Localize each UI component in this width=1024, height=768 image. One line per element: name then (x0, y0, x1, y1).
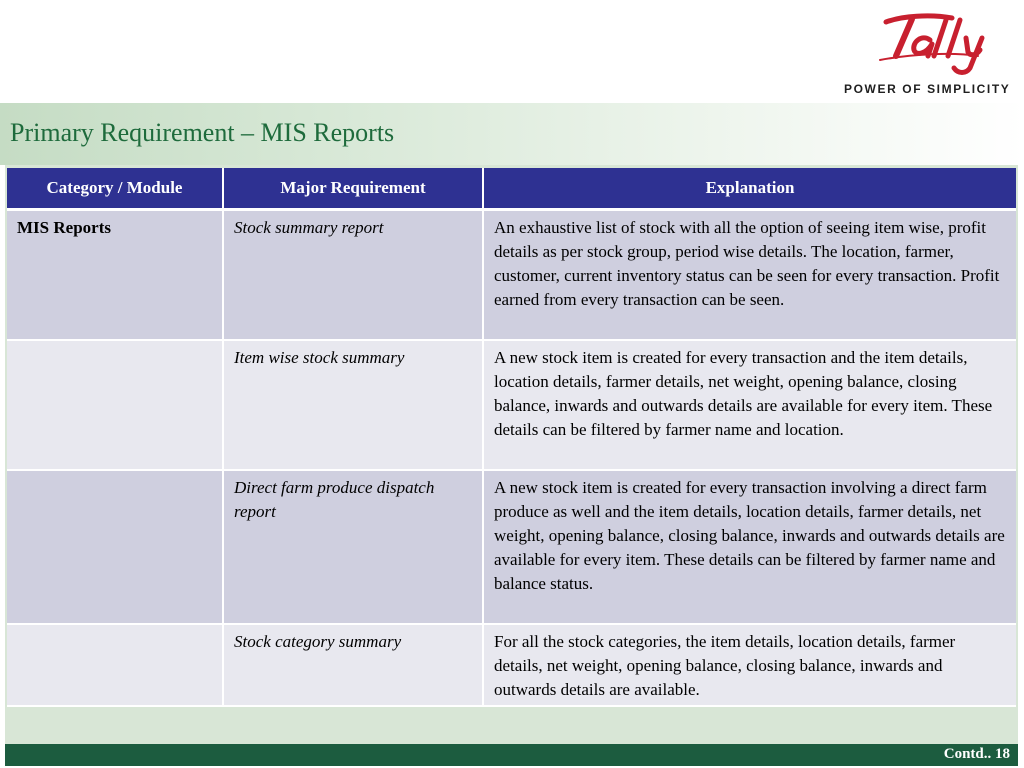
footer-page-indicator: Contd.. 18 (943, 746, 1010, 762)
footer-bar (5, 744, 1018, 766)
table-row (7, 625, 1016, 707)
explanation-cell: A new stock item is created for every transaction involving a direct farm produce as well and the item details, location details, farmer details, net weight, opening balance, closing balance, inwards and outwards details are available for every item. These details can be filtered by farmer name and balance status. (484, 471, 1016, 625)
column-header-explanation: Explanation (484, 168, 1016, 211)
table-row (7, 471, 1016, 625)
category-cell (7, 341, 224, 471)
requirement-cell: Stock summary report (224, 211, 484, 341)
explanation-cell: A new stock item is created for every transaction and the item details, location details, farmer details, net weight, opening balance, closing balance, inwards and outwards details are available for every item. These details can be filtered by farmer name and location. (484, 341, 1016, 471)
table-header-row (7, 168, 1016, 211)
category-cell (7, 471, 224, 625)
table-row (7, 341, 1016, 471)
requirement-cell: Stock category summary (224, 625, 484, 707)
explanation-cell: For all the stock categories, the item details, location details, farmer details, net weight, opening balance, closing balance, inwards and outwards details are available. (484, 625, 1016, 707)
column-header-requirement: Major Requirement (224, 168, 484, 211)
requirement-cell: Item wise stock summary (224, 341, 484, 471)
tally-logo-mark-icon (842, 10, 1014, 80)
explanation-cell: An exhaustive list of stock with all the option of seeing item wise, profit details as per stock group, period wise details. The location, farmer, customer, current inventory status can be seen for every transaction. Profit earned from every transaction can be seen. (484, 211, 1016, 341)
column-header-category: Category / Module (7, 168, 224, 211)
category-cell: MIS Reports (7, 211, 224, 341)
page-title: Primary Requirement – MIS Reports (10, 118, 395, 147)
table-row (7, 211, 1016, 341)
logo-tagline: POWER OF SIMPLICITY (844, 82, 1011, 96)
tally-logo (842, 10, 1014, 96)
category-cell (7, 625, 224, 707)
requirements-table (7, 168, 1016, 707)
requirement-cell: Direct farm produce dispatch report (224, 471, 484, 625)
